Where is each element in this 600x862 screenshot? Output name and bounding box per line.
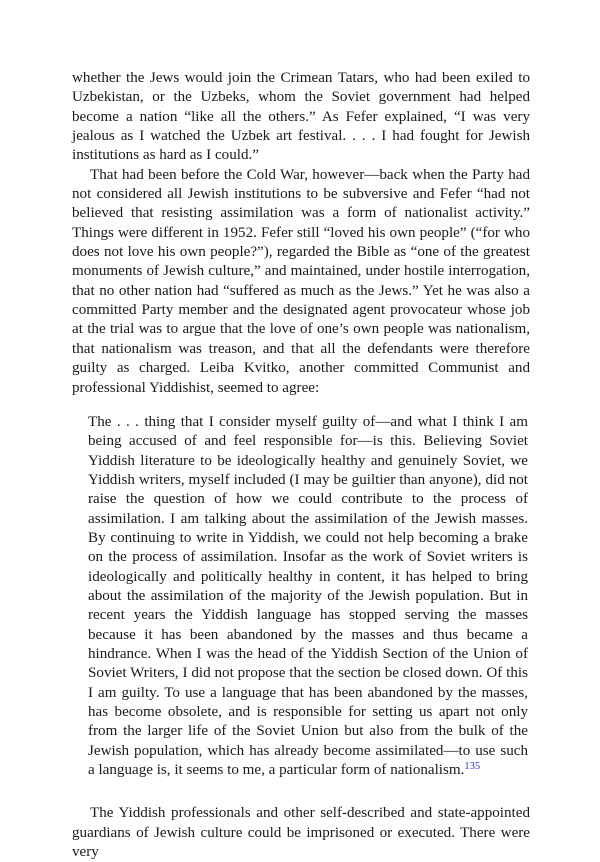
paragraph-yiddish-professionals: The Yiddish professionals and other self-described and state-appointed guardians of Jewish culture could be imprisoned or executed. There were very xyxy=(72,805,530,861)
block-quote-body: The . . . thing that I consider myself guilty of—and what I think I am being accused of and feel responsible for—is this. Believing Soviet Yiddish literature to be ideologically healthy and genuinely Soviet, we Yiddish writers, myself included (I may be guiltier than anyone), did not raise the question of how we could contribute to the process of assimilation. I am talking about the assimilation of the Jewish masses. By continuing to write in Yiddish, we could not help becoming a brake on the process of assimilation. Insofar as the work of Soviet writers is ideologically and politically healthy in content, it has helped to bring about the assimilation of the majority of the Jewish population. But in recent years the Yiddish language has stopped serving the masses because it has been abandoned by the masses and thus became a hindrance. When I was the head of the Yiddish Section of the Union of Soviet Writers, I did not propose that the section be closed down. Of this I am guilty. To use a language that has been abandoned by the masses, has become obsolete, and is responsible for setting us apart not only from the larger life of the Soviet Union but also from the bulk of the Jewish population, which has already become assimilated—to use such a language is, it seems to me, a particular form of nationalism. xyxy=(88,413,528,779)
block-quote-kvitko xyxy=(88,413,528,781)
document-page xyxy=(72,69,530,862)
paragraph-cold-war: That had been before the Cold War, however—back when the Party had not considered all Jewish institutions to be subversive and Fefer “had not believed that resisting assimilation was a form of nationalist activity.” Things were different in 1952. Fefer still “loved his own people” (“for who does not love his own people?”), regarded the Bible as “one of the greatest monuments of Jewish culture,” and maintained, under hostile interrogation, that no other nation had “suffered as much as the Jews.” Yet he was also a committed Party member and the designated agent provocateur whose job at the trial was to argue that the love of one’s own people was nationalism, that nationalism was treason, and that all the defendants were therefore guilty as charged. Leiba Kvitko, another committed Communist and professional Yiddishist, seemed to agree: xyxy=(72,166,530,396)
paragraph-continuation: whether the Jews would join the Crimean Tatars, who had been exiled to Uzbekistan, or the Uzbeks, whom the Soviet government had helped become a nation “like all the others.” As Fefer explained, “I was very jealous as I watched the Uzbek art festival. . . . I had fought for Jewish institutions as hard as I could.” xyxy=(72,70,530,164)
footnote-link-135[interactable]: 135 xyxy=(464,761,481,773)
block-quote-text xyxy=(88,413,528,781)
